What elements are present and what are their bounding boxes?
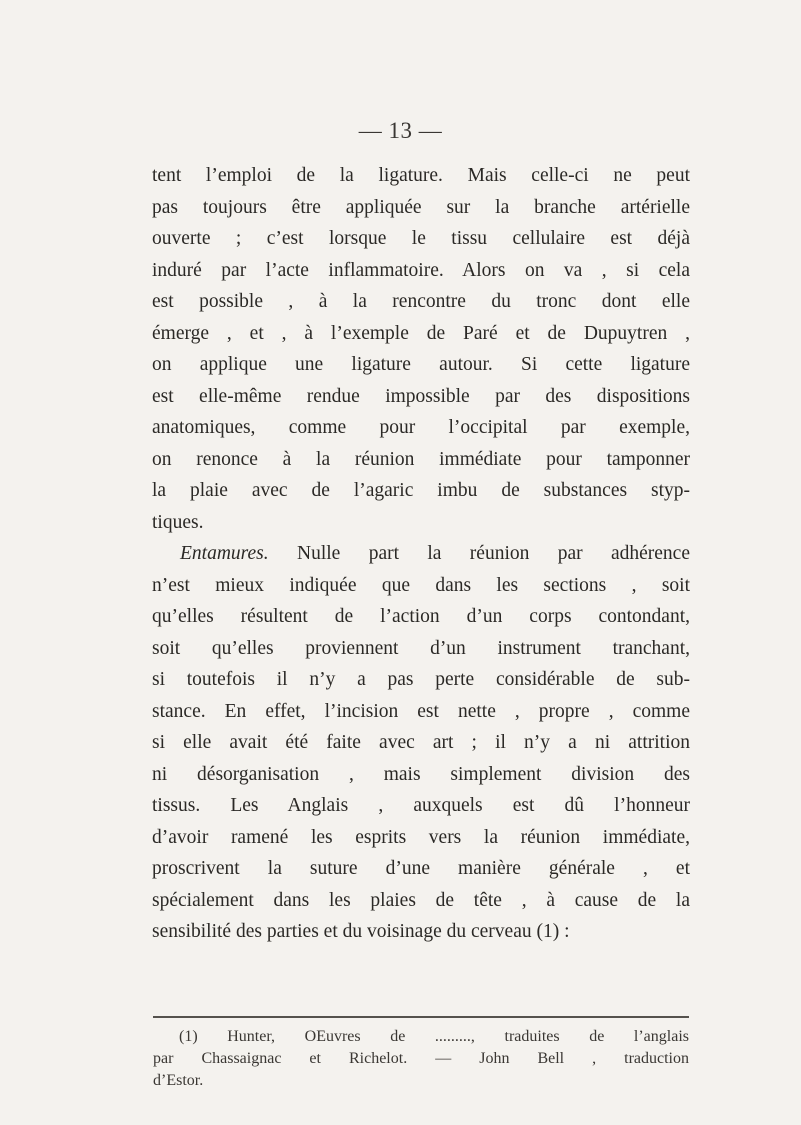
footnote-line: (1) Hunter, OEuvres de ........., traduites de l’anglais — [179, 1028, 689, 1045]
footnote-divider — [153, 1016, 689, 1018]
body-text — [152, 160, 690, 948]
body-line: induré par l’acte inflammatoire. Alors on va , si cela — [152, 259, 690, 281]
body-line: si toutefois il n’y a pas perte considérable de sub- — [152, 669, 690, 690]
body-line: d’avoir ramené les esprits vers la réunion immédiate, — [152, 826, 690, 848]
body-line: pas toujours être appliquée sur la branche artérielle — [152, 196, 690, 218]
footnote — [153, 1026, 689, 1092]
body-line: tiques. — [152, 511, 204, 533]
body-line: émerge , et , à l’exemple de Paré et de Dupuytren , — [152, 322, 690, 344]
body-line: n’est mieux indiquée que dans les sections , soit — [152, 574, 690, 596]
body-line: on renonce à la réunion immédiate pour tamponner — [152, 448, 690, 470]
body-line: la plaie avec de l’agaric imbu de substances styp- — [152, 480, 690, 501]
body-line: spécialement dans les plaies de tête , à cause de la — [152, 889, 690, 911]
section-heading: Entamures. — [180, 543, 269, 564]
body-line: est elle-même rendue impossible par des dispositions — [152, 385, 690, 407]
page-number: — 13 — — [358, 118, 443, 143]
body-line: est possible , à la rencontre du tronc dont elle — [152, 291, 690, 312]
body-line: soit qu’elles proviennent d’un instrument tranchant, — [152, 637, 690, 659]
body-line: si elle avait été faite avec art ; il n’y a ni attrition — [152, 732, 690, 753]
body-line: on applique une ligature autour. Si cette ligature — [152, 354, 690, 375]
body-line: tent l’emploi de la ligature. Mais celle-ci ne peut — [152, 165, 690, 186]
body-line: stance. En effet, l’incision est nette , propre , comme — [152, 700, 690, 722]
body-line: qu’elles résultent de l’action d’un corps contondant, — [152, 606, 690, 627]
body-line: anatomiques, comme pour l’occipital par exemple, — [152, 417, 690, 438]
body-line: proscrivent la suture d’une manière générale , et — [152, 858, 690, 879]
body-line-rest: Nulle part la réunion par adhérence — [297, 543, 690, 564]
footnote-line: d’Estor. — [153, 1072, 204, 1089]
footnote-line: par Chassaignac et Richelot. — John Bell , traduction — [153, 1050, 689, 1067]
body-line: tissus. Les Anglais , auxquels est dû l’honneur — [152, 795, 690, 816]
paragraph-first-line — [152, 538, 690, 570]
body-line: sensibilité des parties et du voisinage du cerveau (1) : — [152, 921, 570, 942]
body-line: ouverte ; c’est lorsque le tissu cellulaire est déjà — [152, 228, 690, 249]
body-line: ni désorganisation , mais simplement division des — [152, 763, 690, 785]
